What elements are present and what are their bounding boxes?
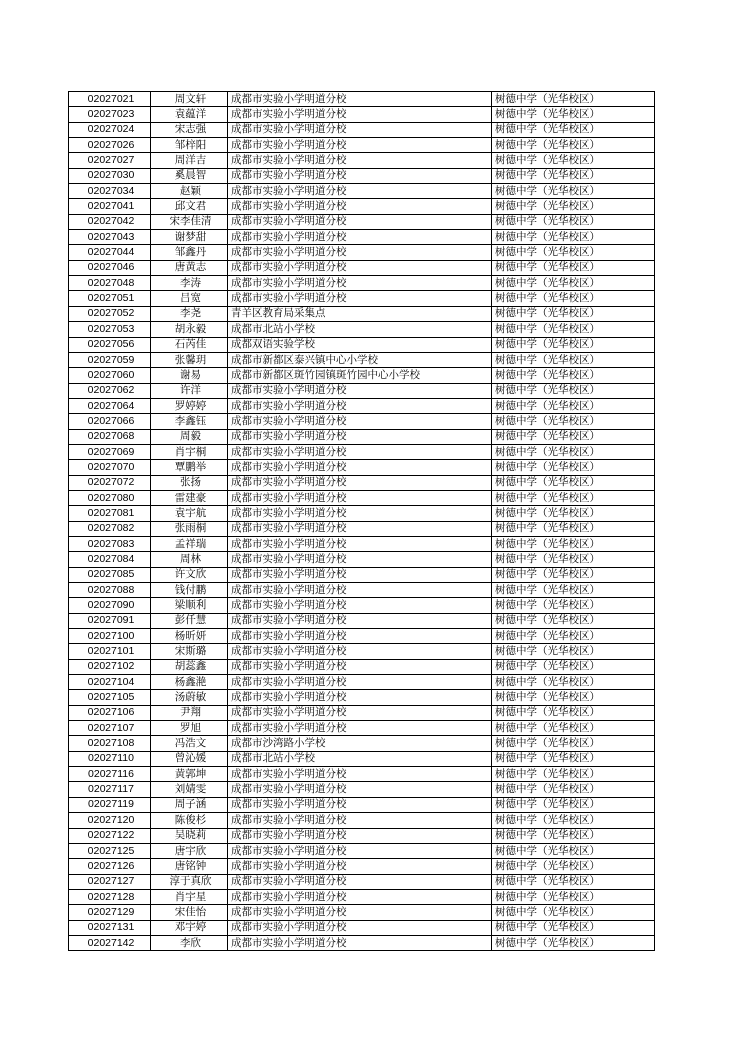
admitted-school-cell: 树德中学（光华校区） — [492, 352, 655, 367]
primary-school-cell: 成都市北站小学校 — [228, 751, 492, 766]
student-name-cell: 袁宇航 — [151, 506, 228, 521]
primary-school-cell: 成都市实验小学明道分校 — [228, 567, 492, 582]
admitted-school-cell: 树德中学（光华校区） — [492, 199, 655, 214]
primary-school-cell: 成都市实验小学明道分校 — [228, 122, 492, 137]
student-id-cell: 02027064 — [69, 398, 151, 413]
student-id-cell: 02027091 — [69, 613, 151, 628]
admitted-school-cell: 树德中学（光华校区） — [492, 598, 655, 613]
admitted-school-cell: 树德中学（光华校区） — [492, 644, 655, 659]
student-name-cell: 肖宇星 — [151, 889, 228, 904]
admitted-school-cell: 树德中学（光华校区） — [492, 782, 655, 797]
primary-school-cell: 成都市实验小学明道分校 — [228, 138, 492, 153]
table-row — [69, 828, 655, 843]
admitted-school-cell: 树德中学（光华校区） — [492, 843, 655, 858]
student-id-cell: 02027106 — [69, 705, 151, 720]
admitted-school-cell: 树德中学（光华校区） — [492, 721, 655, 736]
student-name-cell: 黄郭坤 — [151, 767, 228, 782]
student-id-cell: 02027129 — [69, 905, 151, 920]
student-id-cell: 02027090 — [69, 598, 151, 613]
student-id-cell: 02027059 — [69, 352, 151, 367]
primary-school-cell: 成都市实验小学明道分校 — [228, 383, 492, 398]
student-id-cell: 02027056 — [69, 337, 151, 352]
student-name-cell: 孟祥瑞 — [151, 536, 228, 551]
primary-school-cell: 成都市实验小学明道分校 — [228, 444, 492, 459]
admitted-school-cell: 树德中学（光华校区） — [492, 107, 655, 122]
student-name-cell: 李欣 — [151, 935, 228, 950]
primary-school-cell: 成都市实验小学明道分校 — [228, 429, 492, 444]
table-row — [69, 291, 655, 306]
student-name-cell: 曾沁媛 — [151, 751, 228, 766]
primary-school-cell: 成都市北站小学校 — [228, 322, 492, 337]
student-id-cell: 02027127 — [69, 874, 151, 889]
primary-school-cell: 成都市实验小学明道分校 — [228, 874, 492, 889]
student-name-cell: 许洋 — [151, 383, 228, 398]
primary-school-cell: 成都市实验小学明道分校 — [228, 935, 492, 950]
primary-school-cell: 成都市实验小学明道分校 — [228, 291, 492, 306]
admitted-school-cell: 树德中学（光华校区） — [492, 138, 655, 153]
admitted-school-cell: 树德中学（光华校区） — [492, 414, 655, 429]
student-name-cell: 胡永毅 — [151, 322, 228, 337]
student-id-cell: 02027120 — [69, 813, 151, 828]
admitted-school-cell: 树德中学（光华校区） — [492, 475, 655, 490]
student-name-cell: 周林 — [151, 552, 228, 567]
student-name-cell: 石芮佳 — [151, 337, 228, 352]
table-row — [69, 337, 655, 352]
table-row — [69, 736, 655, 751]
student-id-cell: 02027126 — [69, 859, 151, 874]
student-id-cell: 02027085 — [69, 567, 151, 582]
table-row — [69, 782, 655, 797]
primary-school-cell: 成都市实验小学明道分校 — [228, 782, 492, 797]
table-row — [69, 92, 655, 107]
table-row — [69, 506, 655, 521]
table-row — [69, 629, 655, 644]
admitted-school-cell: 树德中学（光华校区） — [492, 92, 655, 107]
primary-school-cell: 成都市实验小学明道分校 — [228, 583, 492, 598]
table-row — [69, 920, 655, 935]
table-row — [69, 153, 655, 168]
table-row — [69, 521, 655, 536]
table-row — [69, 889, 655, 904]
admitted-school-cell: 树德中学（光华校区） — [492, 874, 655, 889]
admitted-school-cell: 树德中学（光华校区） — [492, 521, 655, 536]
student-name-cell: 钱付鹏 — [151, 583, 228, 598]
student-name-cell: 吴晓莉 — [151, 828, 228, 843]
student-name-cell: 赵颖 — [151, 184, 228, 199]
student-id-cell: 02027131 — [69, 920, 151, 935]
student-name-cell: 罗旭 — [151, 721, 228, 736]
admitted-school-cell: 树德中学（光华校区） — [492, 184, 655, 199]
primary-school-cell: 成都市实验小学明道分校 — [228, 260, 492, 275]
student-name-cell: 袁蕴洋 — [151, 107, 228, 122]
table-row — [69, 767, 655, 782]
admitted-school-cell: 树德中学（光华校区） — [492, 935, 655, 950]
primary-school-cell: 成都市新都区泰兴镇中心小学校 — [228, 352, 492, 367]
table-row — [69, 797, 655, 812]
primary-school-cell: 成都市实验小学明道分校 — [228, 490, 492, 505]
primary-school-cell: 成都双语实验学校 — [228, 337, 492, 352]
primary-school-cell: 成都市实验小学明道分校 — [228, 414, 492, 429]
student-name-cell: 胡蕊鑫 — [151, 659, 228, 674]
primary-school-cell: 成都市沙湾路小学校 — [228, 736, 492, 751]
admitted-school-cell: 树德中学（光华校区） — [492, 337, 655, 352]
primary-school-cell: 成都市实验小学明道分校 — [228, 613, 492, 628]
student-name-cell: 唐铭钟 — [151, 859, 228, 874]
student-id-cell: 02027105 — [69, 690, 151, 705]
table-row — [69, 859, 655, 874]
student-name-cell: 汤蔚敏 — [151, 690, 228, 705]
student-name-cell: 邱文君 — [151, 199, 228, 214]
student-name-cell: 周洋吉 — [151, 153, 228, 168]
admitted-school-cell: 树德中学（光华校区） — [492, 230, 655, 245]
table-row — [69, 705, 655, 720]
primary-school-cell: 成都市新都区斑竹园镇斑竹园中心小学校 — [228, 368, 492, 383]
student-id-cell: 02027081 — [69, 506, 151, 521]
student-id-cell: 02027117 — [69, 782, 151, 797]
table-row — [69, 813, 655, 828]
student-id-cell: 02027119 — [69, 797, 151, 812]
student-name-cell: 李涛 — [151, 276, 228, 291]
table-row — [69, 935, 655, 950]
primary-school-cell: 成都市实验小学明道分校 — [228, 184, 492, 199]
admitted-school-cell: 树德中学（光华校区） — [492, 490, 655, 505]
table-row — [69, 874, 655, 889]
student-name-cell: 周毅 — [151, 429, 228, 444]
primary-school-cell: 成都市实验小学明道分校 — [228, 705, 492, 720]
student-name-cell: 李鑫钰 — [151, 414, 228, 429]
admitted-school-cell: 树德中学（光华校区） — [492, 306, 655, 321]
student-id-cell: 02027084 — [69, 552, 151, 567]
student-name-cell: 宋李佳清 — [151, 214, 228, 229]
student-id-cell: 02027042 — [69, 214, 151, 229]
table-row — [69, 138, 655, 153]
admitted-school-cell: 树德中学（光华校区） — [492, 859, 655, 874]
student-id-cell: 02027110 — [69, 751, 151, 766]
table-row — [69, 721, 655, 736]
table-row — [69, 368, 655, 383]
primary-school-cell: 成都市实验小学明道分校 — [228, 767, 492, 782]
admitted-school-cell: 树德中学（光华校区） — [492, 736, 655, 751]
student-id-cell: 02027070 — [69, 460, 151, 475]
student-id-cell: 02027048 — [69, 276, 151, 291]
primary-school-cell: 成都市实验小学明道分校 — [228, 659, 492, 674]
table-row — [69, 322, 655, 337]
table-row — [69, 352, 655, 367]
student-name-cell: 彭仟慧 — [151, 613, 228, 628]
student-name-cell: 冯浩文 — [151, 736, 228, 751]
admitted-school-cell: 树德中学（光华校区） — [492, 383, 655, 398]
student-id-cell: 02027088 — [69, 583, 151, 598]
primary-school-cell: 成都市实验小学明道分校 — [228, 859, 492, 874]
student-id-cell: 02027053 — [69, 322, 151, 337]
table-row — [69, 552, 655, 567]
admitted-school-cell: 树德中学（光华校区） — [492, 567, 655, 582]
admitted-school-cell: 树德中学（光华校区） — [492, 260, 655, 275]
table-row — [69, 675, 655, 690]
table-row — [69, 398, 655, 413]
student-name-cell: 唐黄志 — [151, 260, 228, 275]
admitted-school-cell: 树德中学（光华校区） — [492, 168, 655, 183]
primary-school-cell: 成都市实验小学明道分校 — [228, 521, 492, 536]
table-row — [69, 276, 655, 291]
primary-school-cell: 成都市实验小学明道分校 — [228, 813, 492, 828]
table-row — [69, 460, 655, 475]
admitted-school-cell: 树德中学（光华校区） — [492, 905, 655, 920]
student-id-cell: 02027023 — [69, 107, 151, 122]
primary-school-cell: 成都市实验小学明道分校 — [228, 199, 492, 214]
table-row — [69, 905, 655, 920]
admitted-school-cell: 树德中学（光华校区） — [492, 368, 655, 383]
student-name-cell: 梁顺利 — [151, 598, 228, 613]
table-row — [69, 690, 655, 705]
student-id-cell: 02027060 — [69, 368, 151, 383]
table-row — [69, 168, 655, 183]
primary-school-cell: 成都市实验小学明道分校 — [228, 475, 492, 490]
admitted-school-cell: 树德中学（光华校区） — [492, 690, 655, 705]
student-table — [68, 91, 655, 951]
primary-school-cell: 成都市实验小学明道分校 — [228, 214, 492, 229]
student-id-cell: 02027044 — [69, 245, 151, 260]
student-id-cell: 02027027 — [69, 153, 151, 168]
table-row — [69, 414, 655, 429]
table-row — [69, 598, 655, 613]
primary-school-cell: 成都市实验小学明道分校 — [228, 536, 492, 551]
student-id-cell: 02027021 — [69, 92, 151, 107]
table-row — [69, 429, 655, 444]
student-id-cell: 02027104 — [69, 675, 151, 690]
table-row — [69, 843, 655, 858]
admitted-school-cell: 树德中学（光华校区） — [492, 245, 655, 260]
primary-school-cell: 成都市实验小学明道分校 — [228, 230, 492, 245]
admitted-school-cell: 树德中学（光华校区） — [492, 429, 655, 444]
student-name-cell: 覃鹏举 — [151, 460, 228, 475]
student-name-cell: 陈俊杉 — [151, 813, 228, 828]
student-id-cell: 02027102 — [69, 659, 151, 674]
table-row — [69, 613, 655, 628]
student-name-cell: 周文轩 — [151, 92, 228, 107]
primary-school-cell: 青羊区教育局采集点 — [228, 306, 492, 321]
admitted-school-cell: 树德中学（光华校区） — [492, 214, 655, 229]
student-id-cell: 02027107 — [69, 721, 151, 736]
table-row — [69, 567, 655, 582]
primary-school-cell: 成都市实验小学明道分校 — [228, 675, 492, 690]
admitted-school-cell: 树德中学（光华校区） — [492, 659, 655, 674]
table-row — [69, 184, 655, 199]
admitted-school-cell: 树德中学（光华校区） — [492, 291, 655, 306]
student-id-cell: 02027068 — [69, 429, 151, 444]
student-id-cell: 02027080 — [69, 490, 151, 505]
student-name-cell: 唐宇欣 — [151, 843, 228, 858]
admitted-school-cell: 树德中学（光华校区） — [492, 797, 655, 812]
student-name-cell: 淳于真欣 — [151, 874, 228, 889]
student-id-cell: 02027034 — [69, 184, 151, 199]
admitted-school-cell: 树德中学（光华校区） — [492, 506, 655, 521]
admitted-school-cell: 树德中学（光华校区） — [492, 828, 655, 843]
table-row — [69, 199, 655, 214]
student-name-cell: 罗婷婷 — [151, 398, 228, 413]
student-id-cell: 02027082 — [69, 521, 151, 536]
student-table-body — [69, 92, 655, 951]
student-id-cell: 02027125 — [69, 843, 151, 858]
admitted-school-cell: 树德中学（光华校区） — [492, 920, 655, 935]
student-name-cell: 雷建豪 — [151, 490, 228, 505]
admitted-school-cell: 树德中学（光华校区） — [492, 398, 655, 413]
student-name-cell: 邹鑫丹 — [151, 245, 228, 260]
student-id-cell: 02027116 — [69, 767, 151, 782]
student-name-cell: 周子涵 — [151, 797, 228, 812]
primary-school-cell: 成都市实验小学明道分校 — [228, 107, 492, 122]
table-row — [69, 659, 655, 674]
roster-sheet — [68, 91, 654, 951]
student-id-cell: 02027024 — [69, 122, 151, 137]
primary-school-cell: 成都市实验小学明道分校 — [228, 721, 492, 736]
table-row — [69, 260, 655, 275]
student-id-cell: 02027041 — [69, 199, 151, 214]
primary-school-cell: 成都市实验小学明道分校 — [228, 245, 492, 260]
admitted-school-cell: 树德中学（光华校区） — [492, 751, 655, 766]
table-row — [69, 583, 655, 598]
student-name-cell: 刘婧雯 — [151, 782, 228, 797]
table-row — [69, 107, 655, 122]
table-row — [69, 536, 655, 551]
table-row — [69, 230, 655, 245]
student-id-cell: 02027083 — [69, 536, 151, 551]
primary-school-cell: 成都市实验小学明道分校 — [228, 276, 492, 291]
admitted-school-cell: 树德中学（光华校区） — [492, 322, 655, 337]
student-name-cell: 宋斯璐 — [151, 644, 228, 659]
student-name-cell: 吕宽 — [151, 291, 228, 306]
primary-school-cell: 成都市实验小学明道分校 — [228, 690, 492, 705]
table-row — [69, 751, 655, 766]
student-name-cell: 谢易 — [151, 368, 228, 383]
primary-school-cell: 成都市实验小学明道分校 — [228, 644, 492, 659]
student-id-cell: 02027101 — [69, 644, 151, 659]
admitted-school-cell: 树德中学（光华校区） — [492, 276, 655, 291]
table-row — [69, 306, 655, 321]
primary-school-cell: 成都市实验小学明道分校 — [228, 398, 492, 413]
admitted-school-cell: 树德中学（光华校区） — [492, 583, 655, 598]
student-id-cell: 02027142 — [69, 935, 151, 950]
admitted-school-cell: 树德中学（光华校区） — [492, 613, 655, 628]
student-id-cell: 02027069 — [69, 444, 151, 459]
student-id-cell: 02027108 — [69, 736, 151, 751]
admitted-school-cell: 树德中学（光华校区） — [492, 122, 655, 137]
primary-school-cell: 成都市实验小学明道分校 — [228, 92, 492, 107]
student-name-cell: 许文欣 — [151, 567, 228, 582]
primary-school-cell: 成都市实验小学明道分校 — [228, 797, 492, 812]
student-name-cell: 杨鑫滟 — [151, 675, 228, 690]
student-name-cell: 李尧 — [151, 306, 228, 321]
student-name-cell: 张雨桐 — [151, 521, 228, 536]
student-name-cell: 邓宇婷 — [151, 920, 228, 935]
student-id-cell: 02027026 — [69, 138, 151, 153]
student-name-cell: 谢梦甜 — [151, 230, 228, 245]
student-name-cell: 张馨玥 — [151, 352, 228, 367]
admitted-school-cell: 树德中学（光华校区） — [492, 536, 655, 551]
primary-school-cell: 成都市实验小学明道分校 — [228, 920, 492, 935]
admitted-school-cell: 树德中学（光华校区） — [492, 552, 655, 567]
student-id-cell: 02027051 — [69, 291, 151, 306]
student-id-cell: 02027052 — [69, 306, 151, 321]
table-row — [69, 490, 655, 505]
student-name-cell: 宋志强 — [151, 122, 228, 137]
student-id-cell: 02027128 — [69, 889, 151, 904]
admitted-school-cell: 树德中学（光华校区） — [492, 444, 655, 459]
primary-school-cell: 成都市实验小学明道分校 — [228, 153, 492, 168]
table-row — [69, 475, 655, 490]
primary-school-cell: 成都市实验小学明道分校 — [228, 889, 492, 904]
admitted-school-cell: 树德中学（光华校区） — [492, 813, 655, 828]
student-id-cell: 02027030 — [69, 168, 151, 183]
admitted-school-cell: 树德中学（光华校区） — [492, 460, 655, 475]
table-row — [69, 644, 655, 659]
primary-school-cell: 成都市实验小学明道分校 — [228, 506, 492, 521]
admitted-school-cell: 树德中学（光华校区） — [492, 767, 655, 782]
student-name-cell: 邹梓阳 — [151, 138, 228, 153]
primary-school-cell: 成都市实验小学明道分校 — [228, 843, 492, 858]
admitted-school-cell: 树德中学（光华校区） — [492, 153, 655, 168]
student-id-cell: 02027122 — [69, 828, 151, 843]
student-name-cell: 肖宇桐 — [151, 444, 228, 459]
primary-school-cell: 成都市实验小学明道分校 — [228, 552, 492, 567]
table-row — [69, 383, 655, 398]
student-id-cell: 02027046 — [69, 260, 151, 275]
student-id-cell: 02027072 — [69, 475, 151, 490]
table-row — [69, 122, 655, 137]
table-row — [69, 245, 655, 260]
student-id-cell: 02027043 — [69, 230, 151, 245]
table-row — [69, 214, 655, 229]
admitted-school-cell: 树德中学（光华校区） — [492, 889, 655, 904]
student-name-cell: 张扬 — [151, 475, 228, 490]
admitted-school-cell: 树德中学（光华校区） — [492, 629, 655, 644]
student-id-cell: 02027100 — [69, 629, 151, 644]
admitted-school-cell: 树德中学（光华校区） — [492, 675, 655, 690]
primary-school-cell: 成都市实验小学明道分校 — [228, 905, 492, 920]
primary-school-cell: 成都市实验小学明道分校 — [228, 828, 492, 843]
primary-school-cell: 成都市实验小学明道分校 — [228, 598, 492, 613]
student-name-cell: 奚晨智 — [151, 168, 228, 183]
admitted-school-cell: 树德中学（光华校区） — [492, 705, 655, 720]
table-row — [69, 444, 655, 459]
primary-school-cell: 成都市实验小学明道分校 — [228, 168, 492, 183]
student-name-cell: 宋佳怡 — [151, 905, 228, 920]
student-name-cell: 杨昕妍 — [151, 629, 228, 644]
student-name-cell: 尹翔 — [151, 705, 228, 720]
student-id-cell: 02027062 — [69, 383, 151, 398]
primary-school-cell: 成都市实验小学明道分校 — [228, 460, 492, 475]
student-id-cell: 02027066 — [69, 414, 151, 429]
primary-school-cell: 成都市实验小学明道分校 — [228, 629, 492, 644]
